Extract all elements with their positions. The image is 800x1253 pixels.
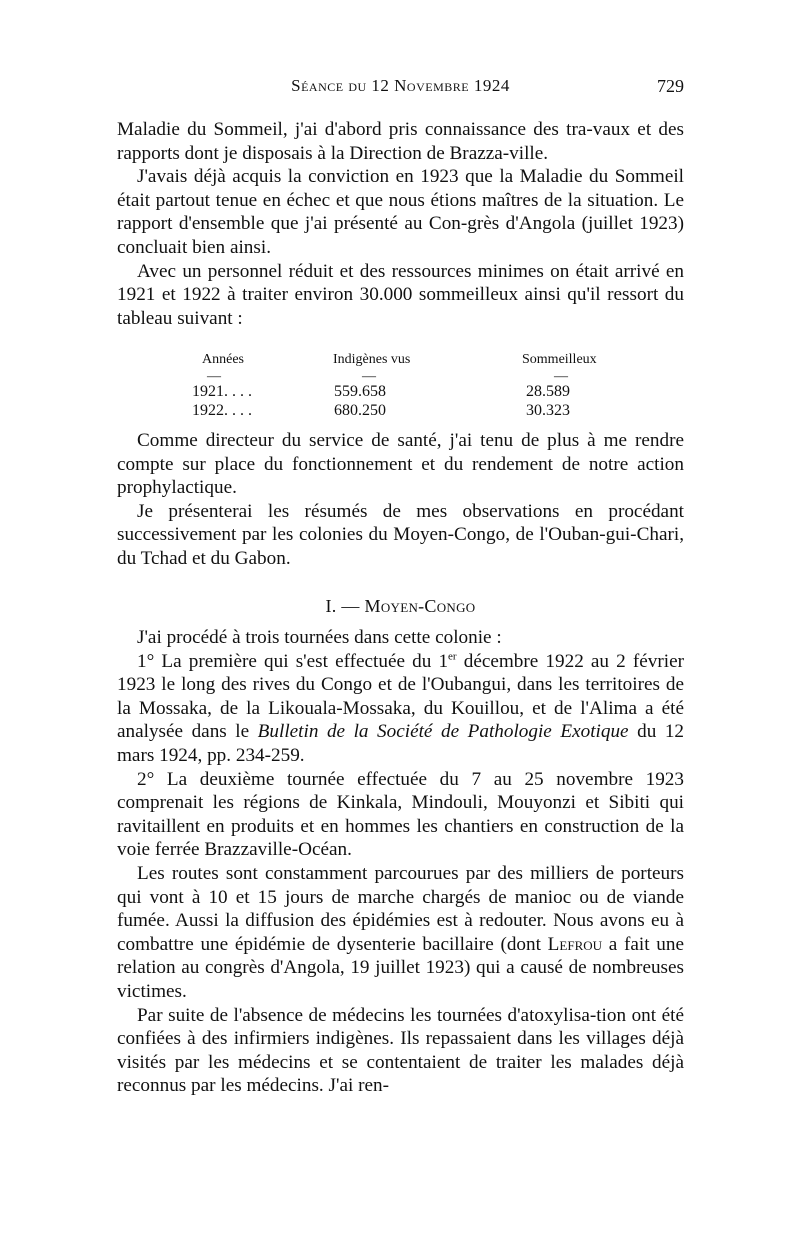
section-text xyxy=(117,626,684,1098)
paragraph: 2° La deuxième tournée effectuée du 7 au 25 novembre 1923 comprenait les régions de Kinkala, Mindouli, Mouyonzi et Sibiti qui ravitaillent en produits et en hommes les chantiers en construction de la voie ferrée Brazzaville-Océan. xyxy=(117,768,684,861)
middle-text xyxy=(117,429,684,571)
table-header-years: Années xyxy=(202,352,244,367)
paragraph: 1° La première qui s'est effectuée du 1er décembre 1922 au 2 février 1923 le long des rives du Congo et de l'Oubangui, dans les territoires de la Mossaka, de la Likouala-Mossaka, du Kouillou, et de l'Alima a été analysée dans le Bulletin de la Société de Pathologie Exotique du 12 mars 1924, pp. 234-259. xyxy=(117,650,685,766)
paragraph: Comme directeur du service de santé, j'ai tenu de plus à me rendre compte sur place du fonctionnement et du rendement de notre action prophylactique. xyxy=(117,430,684,499)
table-cell-year: 1922. . . . xyxy=(192,402,252,419)
paragraph: Par suite de l'absence de médecins les tournées d'atoxylisa-tion ont été confiées à des infirmiers indigènes. Ils repassaient dans les villages déjà visités par les médecins et se contentaient de traiter les malades déjà reconnus par les médecins. J'ai ren- xyxy=(117,1004,684,1097)
section-heading xyxy=(117,596,684,617)
table-dash: — xyxy=(207,369,221,384)
table-cell-seen: 559.658 xyxy=(334,383,386,400)
paragraph: J'ai procédé à trois tournées dans cette colonie : xyxy=(137,627,502,648)
table-cell-sleepers: 28.589 xyxy=(526,383,570,400)
table-cell-sleepers: 30.323 xyxy=(526,402,570,419)
section-title: Moyen-Congo xyxy=(364,596,476,616)
journal-title: Bulletin de la Société de Pathologie Exotique xyxy=(257,721,629,743)
table-header-seen: Indigènes vus xyxy=(333,352,411,367)
running-title: Séance du 12 Novembre 1924 xyxy=(291,76,510,95)
paragraph: Avec un personnel réduit et des ressources minimes on était arrivé en 1921 et 1922 à traiter environ 30.000 sommeilleux ainsi qu'il ressort du tableau suivant : xyxy=(117,260,684,329)
paragraph: Maladie du Sommeil, j'ai d'abord pris connaissance des tra-vaux et des rapports dont je disposais à la Direction de Brazza-ville. xyxy=(117,119,684,164)
table-cell-year: 1921. . . . xyxy=(192,383,252,400)
paragraph: Je présenterai les résumés de mes observations en procédant successivement par les colonies du Moyen-Congo, de l'Ouban-gui-Chari, du Tchad et du Gabon. xyxy=(117,500,684,569)
author-name: Lefrou xyxy=(547,933,603,955)
table-dash: — xyxy=(554,369,568,384)
table-header-sleepers: Sommeilleux xyxy=(522,352,597,367)
table-cell-seen: 680.250 xyxy=(334,402,386,419)
page-header xyxy=(117,76,684,100)
table-dash: — xyxy=(362,369,376,384)
paragraph: Les routes sont constamment parcourues par des milliers de porteurs qui vont à 10 et 15 jours de marche chargés de manioc ou de viande fumée. Aussi la diffusion des épidémies est à redouter. Nous avons eu à combattre une épidémie de dysenterie bacillaire (dont Lefrou a fait une relation au congrès d'Angola, 19 juillet 1923) qui a causé de nombreuses victimes. xyxy=(117,862,684,1002)
intro-text xyxy=(117,118,684,330)
page-number: 729 xyxy=(657,76,684,96)
section-number: I. — xyxy=(325,596,365,616)
paragraph: J'avais déjà acquis la conviction en 1923 que la Maladie du Sommeil était partout tenue en échec et que nous étions maîtres de la situation. Le rapport d'ensemble que j'ai présenté au Con-grès d'Angola (juillet 1923) concluait bien ainsi. xyxy=(117,166,684,258)
